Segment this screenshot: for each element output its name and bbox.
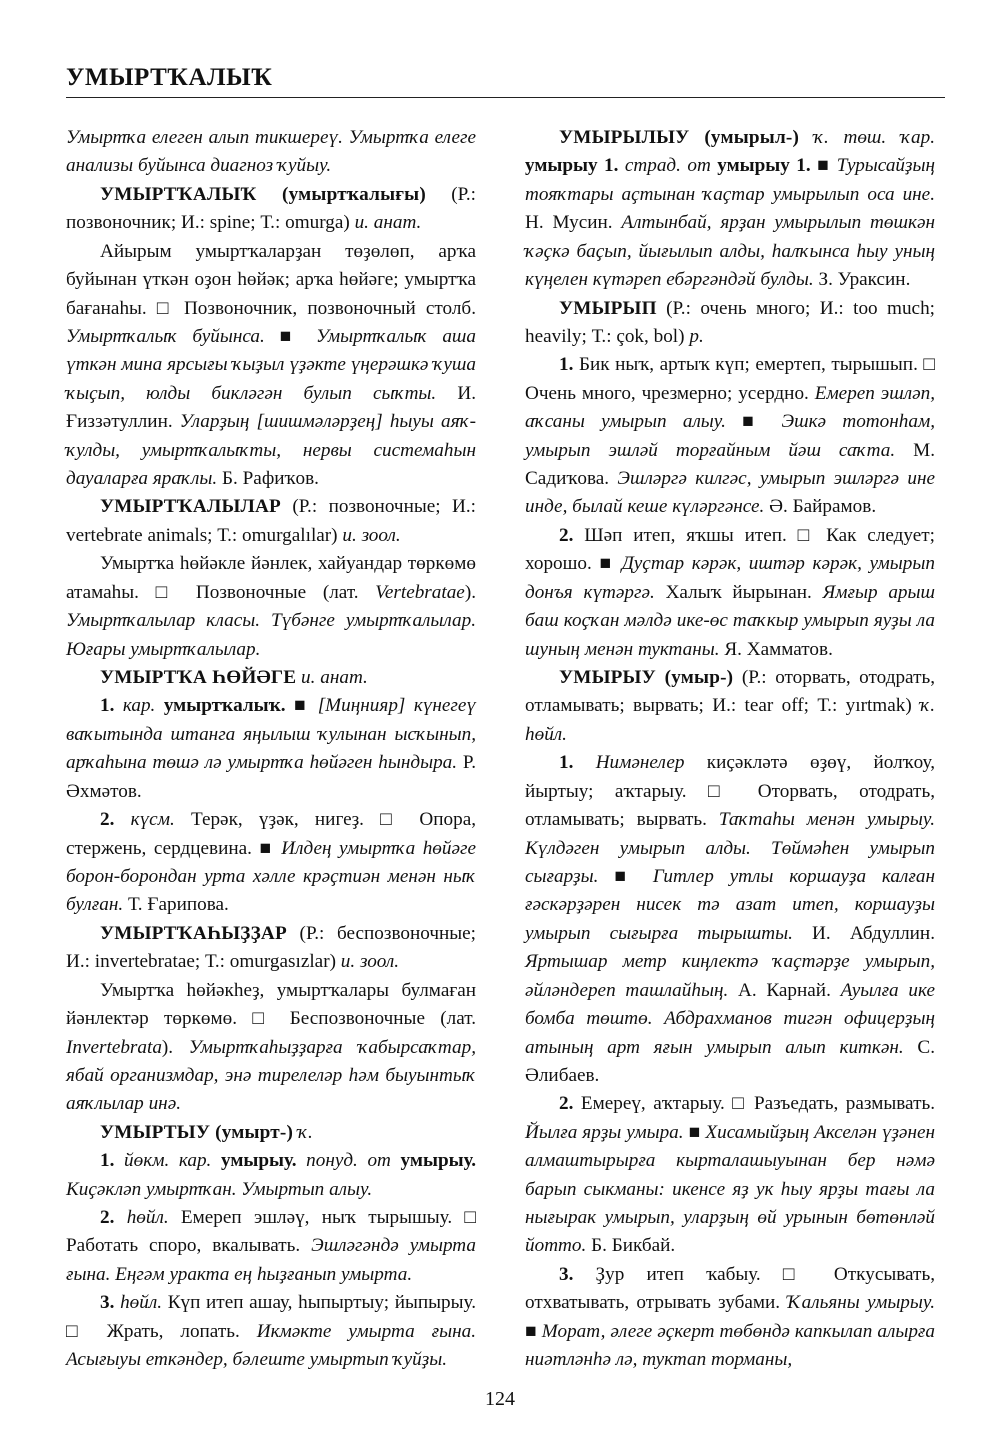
entry-text: (Р.: позвоночник; И.: spine; Т.: omurga): [66, 183, 476, 234]
italic-text: Invertebrata: [66, 1036, 162, 1058]
entry-text: Умыртҡа һөйәкһеҙ, умыртҡалары булмаған йәнлектәр төркөмө. □ Беспозвоночные (лат.: [66, 979, 476, 1030]
entry-text: И. Ғиззәтуллин.: [66, 382, 477, 433]
entry-text: М. Садиҡова.: [525, 439, 935, 490]
dictionary-entry: [525, 1090, 935, 1261]
entry-text: ■: [725, 411, 782, 433]
right-column: [525, 124, 935, 1375]
entry-text: С. Әлибаев.: [525, 1036, 935, 1086]
entry-text: А. Карнай.: [728, 979, 841, 1001]
entry-text: Ә. Байрамов.: [764, 496, 877, 518]
italic-text: Алтынбай, ярҙан умырылып төшкән ҡәҫкә баҫып, йығылып алды, һалҡынса һыу уның күңелен күтәреп ебәргәндәй булды.: [525, 212, 935, 291]
dictionary-entry: [66, 664, 476, 692]
entry-text: [155, 695, 163, 716]
entry-text: Емереү, аҡтарыу. □ Разъедать, размывать.: [573, 1093, 935, 1115]
italic-text: и. зоол.: [340, 951, 400, 973]
entry-text: киҫәкләтә өҙөү, йолҡоу, йыртыу; аҡтарыу. □ Оторвать, отодрать, отламывать; вырвать.: [525, 752, 935, 831]
entry-text: ■: [598, 865, 653, 887]
italic-text: и. анат.: [301, 667, 368, 689]
entry-text: Айырым умыртҡаларҙан төҙөлөп, арҡа буйынан үткән оҙон һөйәк; арҡа һөйәге; умыртҡа бағанаһы. □ Позвоночник, позвоночный столб.: [66, 240, 476, 319]
italic-text: һөйл.: [126, 1207, 169, 1229]
bold-text: 3.: [100, 1292, 115, 1314]
italic-text: кар.: [122, 695, 156, 717]
italic-text: һөйл.: [120, 1292, 163, 1314]
entry-text: ).: [161, 1036, 189, 1058]
italic-text: Эшкә тотонһам, умырып эшләй торғайным йәш саҡта.: [525, 411, 935, 461]
bold-text: 2.: [559, 524, 574, 546]
entry-text: Шәп итеп, яҡшы итеп. □ Как следует; хорошо. ■: [525, 524, 935, 575]
bold-text: 2.: [559, 1093, 574, 1115]
dictionary-entry: [66, 920, 476, 977]
italic-text: понуд. от: [306, 1150, 391, 1172]
entry-text: Халыҡ йырынан.: [654, 581, 823, 603]
dictionary-entry: [66, 1289, 476, 1374]
entry-text: (Р.: оторвать, отодрать, отламывать; вырвать; И.: tear off; Т.: yırtmak): [525, 667, 935, 717]
italic-text: Эшләгәндә умырта ғына. Еңгәм уракта ең һыҙғанып умырта.: [66, 1235, 476, 1285]
dictionary-entry: [66, 124, 476, 181]
italic-text: Икмәкте умырта ғына. Асығыуы еткәндер, бәлеште умыртып ҡуйҙы.: [66, 1320, 476, 1371]
italic-text: ҡ.: [297, 1121, 313, 1143]
italic-text: Ҡальяны умырыу.: [787, 1292, 936, 1314]
italic-text: Йылға ярҙы умыра.: [525, 1121, 684, 1143]
headword: УМЫРТҠАЛЫҠ (умыртҡалығы): [100, 183, 426, 205]
running-head: УМЫРТҠАЛЫҠ: [66, 64, 273, 91]
italic-text: Киҫәкләп умыртҡан. Умыртып алыу.: [66, 1178, 373, 1200]
italic-text: и. зоол.: [342, 524, 401, 546]
bold-text: 2.: [100, 809, 115, 831]
bold-text: 3.: [559, 1263, 574, 1285]
dictionary-entry: [525, 124, 935, 295]
entry-text: [114, 1150, 124, 1171]
entry-text: [391, 1150, 401, 1171]
entry-text: И. Абдуллин.: [792, 922, 935, 944]
entry-text: [799, 127, 814, 148]
entry-text: З. Ураксин.: [813, 269, 911, 291]
italic-text: Таҡтаһы менән умырыу. Күлдәген умырып алды. Төймәһен умырып сығарҙы.: [525, 809, 935, 887]
entry-text: ).: [464, 581, 476, 603]
page-number: 124: [485, 1388, 515, 1410]
dictionary-entry: [66, 977, 476, 1119]
bold-text: 1.: [559, 752, 574, 774]
entry-text: (Р.: беспозвоночные; И.: invertebratae; Т.: omurgasızlar): [66, 922, 476, 973]
entry-text: [297, 1150, 307, 1171]
italic-text: йөкм. кар.: [124, 1150, 212, 1172]
italic-text: күсм.: [130, 809, 175, 831]
italic-text: Дуҫтар кәрәк, иштәр кәрәк, умырып донъя күтәргә.: [525, 553, 935, 603]
dictionary-entry: [66, 692, 476, 806]
entry-text: Ҙур итеп ҡабыу. □ Откусывать, отхватывать, отрывать зубами.: [525, 1263, 935, 1314]
italic-text: Илдең умыртҡа һөйәге борон-борондан урта хәлле крәҫтиән менән ныҡ булған.: [66, 837, 476, 916]
dictionary-entry: [525, 295, 935, 352]
headword: УМЫРТЫУ (умырт-): [100, 1121, 294, 1143]
italic-text: и. анат.: [354, 212, 422, 234]
italic-text: [Миңнияр] күнегеү ваҡытында штанга яңылыш ҡулынан ысҡынып, арҡаһына төшә лә умыртҡа һөйәген һындыра.: [66, 695, 477, 774]
entry-text: ■: [525, 1320, 542, 1342]
entry-text: [114, 809, 130, 830]
italic-text: Умыртҡа елеген алып тикшереү. Умыртҡа елеге анализы буйынса диагноз ҡуйыу.: [66, 127, 476, 177]
bold-text: 1.: [559, 354, 574, 376]
italic-text: Ауылға ике бомба төштө. Абдрахманов тигән офицерҙың атының арт яғын умырып алып киткән.: [525, 979, 935, 1058]
dictionary-entry: [66, 1147, 476, 1204]
dictionary-entry: [525, 522, 935, 664]
italic-text: ҡ. һөйл.: [525, 695, 935, 745]
headword: УМЫРТҠА ҺӨЙӘГЕ: [100, 667, 297, 689]
headword: УМЫРЫЛЫУ (умырыл-): [559, 127, 800, 148]
italic-text: Vertebratae: [375, 581, 465, 603]
bold-text: 2.: [100, 1207, 115, 1229]
italic-text: Яртышар метр киңлектә ҡаҫтәрҙе умырып, әйләндереп ташлайһың.: [525, 951, 935, 1001]
entry-text: [114, 695, 122, 716]
headword: УМЫРЫП: [559, 297, 657, 319]
entry-text: (Р.: позвоночные; И.: vertebrate animals; Т.: omurgalılar): [66, 496, 476, 546]
bold-text: умырыу 1.: [525, 155, 619, 177]
dictionary-entry: [66, 493, 476, 550]
bold-text: умырыу.: [221, 1150, 297, 1172]
italic-text: р.: [689, 325, 704, 347]
entry-text: Б. Рафиҡов.: [217, 468, 319, 490]
entry-text: Н. Мусин.: [525, 212, 622, 234]
dictionary-entry: [525, 749, 935, 1090]
italic-text: Нимәнелер: [595, 752, 685, 774]
entry-text: Умыртҡа һөйәкле йәнлек, хайуандар төркөмө атамаһы. □ Позвоночные (лат.: [66, 553, 476, 603]
entry-text: Емереп эшләү, ныҡ тырышыу. □ Работать споро, вкалывать.: [66, 1207, 476, 1257]
bold-text: умыртҡалыҡ.: [163, 695, 286, 717]
italic-text: Турысайҙың тояҡтары аҫтынан ҡаҫтар умырылып оса ине.: [525, 155, 936, 205]
dictionary-entry: [525, 351, 935, 522]
dictionary-entry: [66, 1119, 476, 1147]
entry-text: Т. Ғарипова.: [123, 894, 229, 916]
italic-text: Умыртҡалыҡ аша үткән мина ярсығы ҡыҙыл үҙәкте үңерәшкә ҡуша ҡыҫып, юлды бикләгән булып сыҡты.: [66, 325, 477, 404]
entry-text: ■: [264, 325, 316, 347]
entry-text: [211, 1150, 221, 1171]
dictionary-entry: [66, 550, 476, 664]
italic-text: ҡ. төш. ҡар.: [813, 127, 936, 148]
left-column: [66, 124, 476, 1375]
entry-text: Бик ныҡ, артыҡ күп; емертеп, тырышып. □ Очень много, чрезмерно; усердно.: [525, 354, 935, 404]
italic-text: Умыртҡалыҡ буйынса.: [66, 325, 265, 347]
dictionary-entry: [525, 1261, 935, 1375]
dictionary-entry: [66, 806, 476, 920]
bold-text: 1.: [100, 695, 115, 717]
entry-text: Терәк, үҙәк, нигеҙ. □ Опора, стержень, сердцевина. ■: [66, 809, 477, 859]
italic-text: Емереп эшләп, аҡсаны умырып алыу.: [525, 382, 936, 433]
entry-text: ■: [810, 155, 837, 177]
italic-text: Ямғыр арыш баш коҫҡан мәлдә ике-өс таҡкыр умырып яуҙы ла шуның менән туктаны.: [525, 581, 935, 660]
entry-text: ■: [683, 1121, 706, 1143]
entry-text: ■: [285, 695, 318, 717]
italic-text: Гитлер утлы коршауҙа калған ғәскәрҙәрен нисек тә азат итеп, коршауҙы умырып сығырға тырышты.: [525, 865, 935, 944]
header-rule: [66, 97, 945, 98]
headword: УМЫРТҠАҺЫҘҘАР: [100, 922, 287, 944]
italic-text: Морат, әлеге әҫкерт төбөндә капкылап алырға ниәтләнһә лә, туктап торманы,: [525, 1320, 935, 1371]
entry-text: Р. Әхмәтов.: [66, 752, 476, 802]
entry-text: (Р.: очень много; И.: too much; heavily; Т.: çok, bol): [525, 297, 935, 347]
entry-text: Я. Хамматов.: [719, 638, 833, 660]
dictionary-entry: [525, 664, 935, 749]
italic-text: Эшләргә килгәс, умырып эшләргә ине инде, былай кеше күләргәнсе.: [525, 468, 935, 518]
entry-text: [114, 1207, 126, 1228]
headword: УМЫРЫУ (умыр-): [559, 667, 734, 689]
italic-text: Хисамыйҙың Акселән үҙәнен алмаштырырға кырталашыуынан бер нәмә барып сыкманы: икенсе яҙ ук һыу ярҙы тағы ла нығырак умырып, уларҙың өй урынын бөтөнләй йотто.: [525, 1121, 936, 1257]
italic-text: страд. от: [624, 155, 711, 177]
entry-text: [573, 752, 595, 773]
bold-text: умырыу 1.: [717, 155, 811, 177]
bold-text: 1.: [100, 1150, 115, 1172]
headword: УМЫРТҠАЛЫЛАР: [100, 496, 281, 518]
entry-text: Б. Бикбай.: [586, 1235, 676, 1257]
dictionary-entry: [66, 1204, 476, 1289]
italic-text: Уларҙың [шишмәләрҙең] һыуы аяҡ-ҡулды, умыртҡалыҡты, нервы системаһын дауаларға яраҡлы.: [66, 411, 476, 490]
entry-text: Күп итеп ашау, һыпыртыу; йыпырыу. □ Жрать, лопать.: [66, 1292, 477, 1342]
italic-text: Умыртҡалылар класы. Түбәнге умыртҡалылар. Юғары умыртҡалылар.: [66, 610, 476, 660]
dictionary-entry: [66, 181, 476, 238]
bold-text: умырыу.: [400, 1150, 477, 1172]
italic-text: Умыртҡаһыҙҙарға ҡабырсаҡтар, ябай организмдар, энә тирелеләр һәм быуынтыҡ аяҡлылар инә.: [66, 1036, 476, 1115]
dictionary-entry: [66, 238, 476, 494]
